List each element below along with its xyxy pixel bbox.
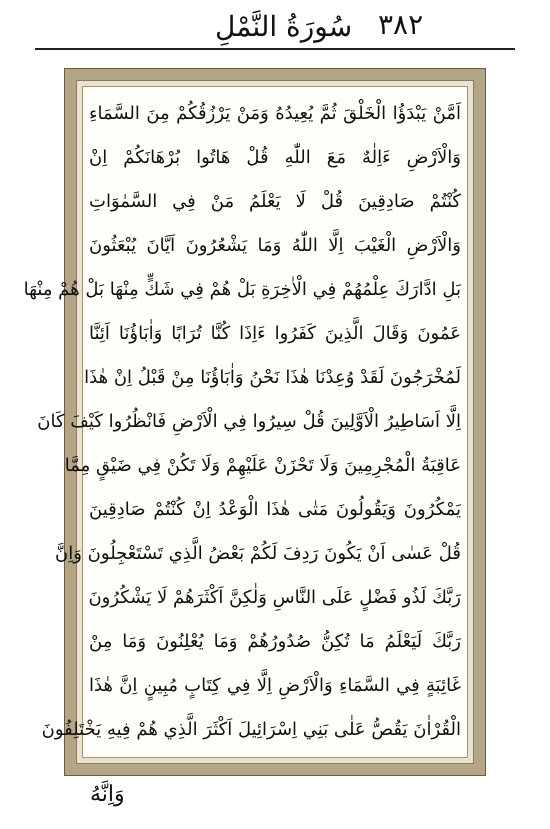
text-line-7: لَمُخْرَجُونَ لَقَدْ وُعِدْنَا هٰذَا نَحْنُ وَاٰبَاؤُنَا مِنْ قَبْلُ اِنْ هٰذَا	[84, 367, 461, 388]
text-line-1: اَمَّنْ يَبْدَؤُا الْخَلْقَ ثُمَّ يُعِيدُهُ وَمَنْ يَرْزُقُكُمْ مِنَ السَّمَاءِ	[89, 103, 461, 124]
text-line-3: كُنْتُمْ صَادِقِينَ قُلْ لَا يَعْلَمُ مَنْ فِي السَّمٰوَاتِ	[89, 191, 461, 212]
text-line-13: رَبَّكَ لَيَعْلَمُ مَا تُكِنُّ صُدُورُهُمْ وَمَا يُعْلِنُونَ وَمَا مِنْ	[89, 631, 461, 652]
text-line-4: وَالْاَرْضِ الْغَيْبَ اِلَّا اللّٰهُ وَمَا يَشْعُرُونَ اَيَّانَ يُبْعَثُونَ	[89, 235, 461, 256]
page-header	[0, 0, 550, 56]
text-line-8: اِلَّا اَسَاطِيرُ الْاَوَّلِينَ قُلْ سِيرُوا فِي الْاَرْضِ فَانْظُرُوا كَيْفَ كَانَ	[37, 411, 461, 432]
text-frame	[23, 86, 468, 758]
text-line-2: وَالْاَرْضِ ءَاِلٰهٌ مَعَ اللّٰهِ قُلْ هَاتُوا بُرْهَانَكُمْ اِنْ	[89, 147, 461, 168]
header-rule	[35, 48, 515, 50]
text-line-6: عَمُونَ وَقَالَ الَّذِينَ كَفَرُوا ءَاِذَا كُنَّا تُرَابًا وَاٰبَاؤُنَا اَئِنَّا	[89, 323, 461, 344]
surah-title: سُورَةُ النَّمْلِ	[215, 10, 353, 43]
catchword: وَاِنَّهُ	[90, 782, 125, 807]
page-number: ٣٨٢	[378, 8, 424, 41]
text-line-5: بَلِ ادَّارَكَ عِلْمُهُمْ فِي الْاٰخِرَةِ بَلْ هُمْ فِي شَكٍّ مِنْهَا بَلْ هُمْ مِنْهَا	[23, 279, 461, 300]
text-line-9: عَاقِبَةُ الْمُجْرِمِينَ وَلَا تَحْزَنْ عَلَيْهِمْ وَلَا تَكُنْ فِي ضَيْقٍ مِمَّا	[64, 455, 461, 476]
text-line-11: قُلْ عَسٰى اَنْ يَكُونَ رَدِفَ لَكُمْ بَعْضُ الَّذِي تَسْتَعْجِلُونَ وَاِنَّ	[55, 543, 461, 564]
quran-text-block	[23, 87, 467, 757]
text-line-15: الْقُرْاٰنَ يَقُصُّ عَلٰى بَنِي اِسْرَائِيلَ اَكْثَرَ الَّذِي هُمْ فِيهِ يَخْتَلِفُونَ	[41, 719, 461, 740]
text-line-14: غَائِبَةٍ فِي السَّمَاءِ وَالْاَرْضِ اِلَّا فِي كِتَابٍ مُبِينٍ اِنَّ هٰذَا	[89, 675, 461, 696]
text-line-12: رَبَّكَ لَذُو فَضْلٍ عَلَى النَّاسِ وَلٰكِنَّ اَكْثَرَهُمْ لَا يَشْكُرُونَ	[88, 587, 461, 608]
text-line-10: يَمْكُرُونَ وَيَقُولُونَ مَتٰى هٰذَا الْوَعْدُ اِنْ كُنْتُمْ صَادِقِينَ	[89, 499, 461, 520]
